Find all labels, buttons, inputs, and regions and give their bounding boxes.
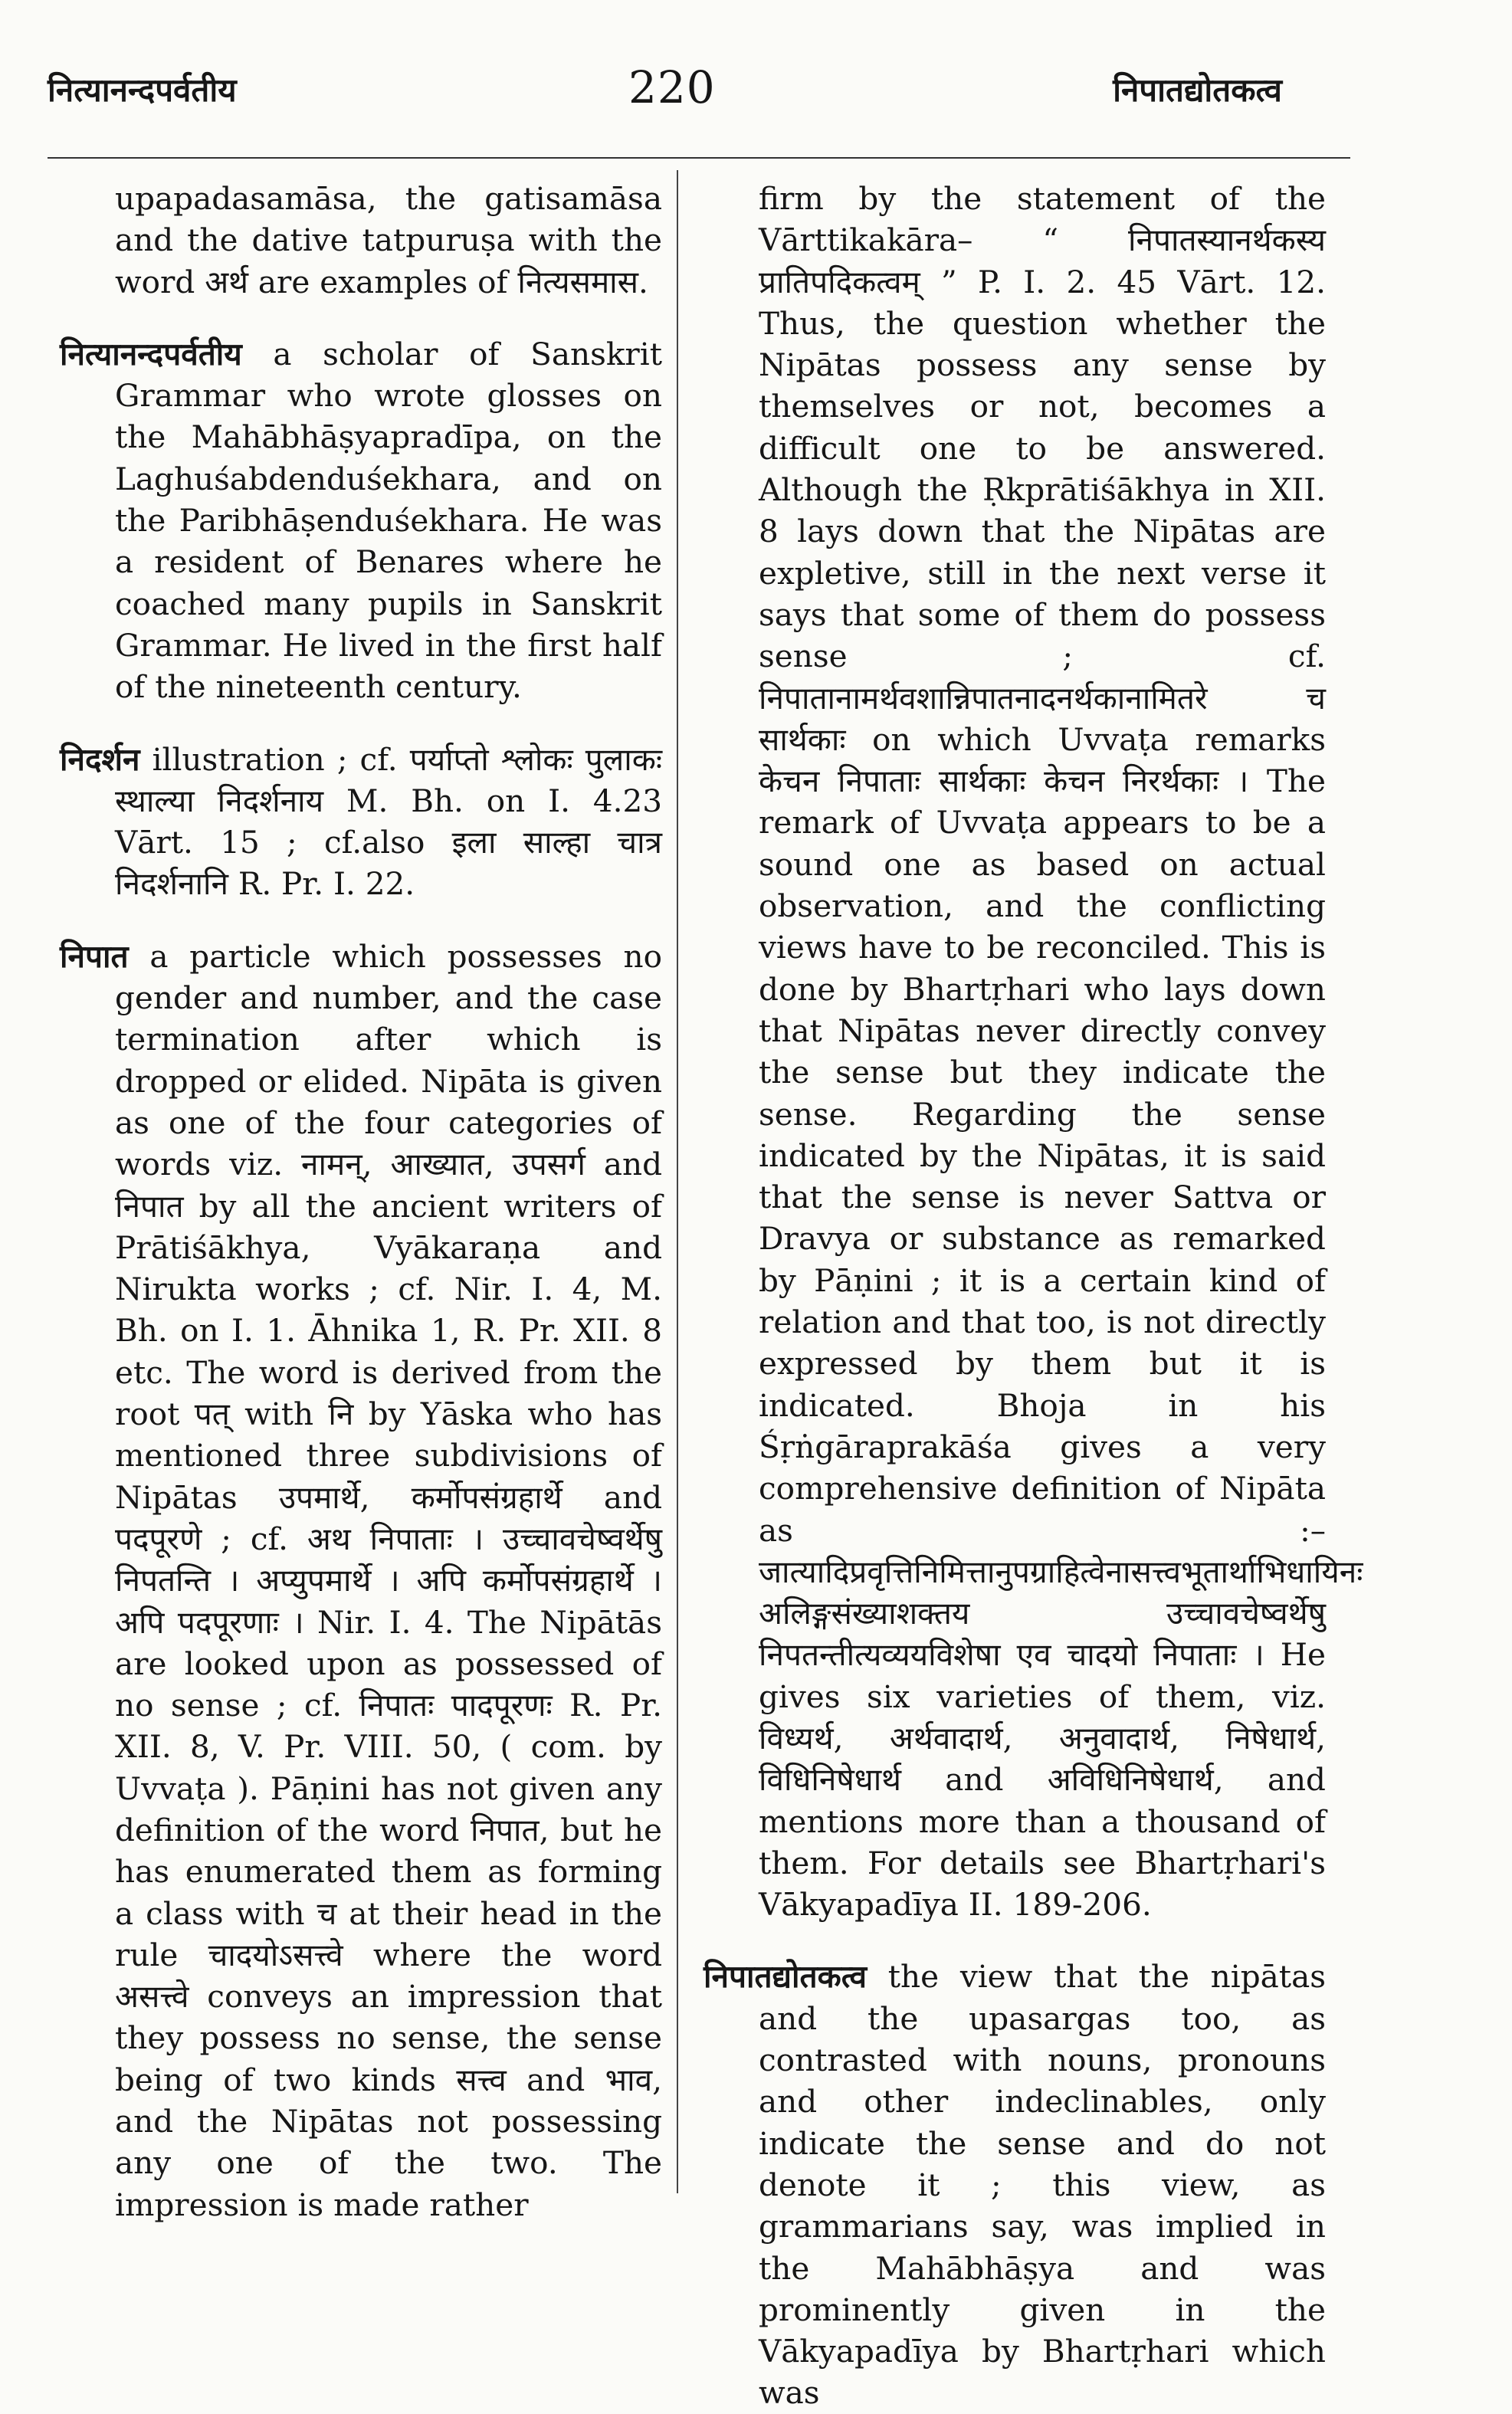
dictionary-entry xyxy=(60,936,662,2225)
dictionary-entry xyxy=(60,739,662,905)
entry-text: a scholar of Sanskrit Grammar who wrote glosses on the Mahābhāṣyapradīpa, on the Laghuśabdenduśekhara, and on the Paribhāṣenduśekhara. He was a resident of Benares where he coached many pupils in Sanskrit Grammar. He lived in the first half of the nineteenth century. xyxy=(115,335,663,706)
entry-headword: निपातद्योतकत्व xyxy=(704,1958,867,1996)
entry-headword: निपात xyxy=(60,937,129,975)
continuation-text: upapadasamāsa, the gatisamāsa and the dative tatpuruṣa with the word अर्थ are examples of नित्यसमास. xyxy=(115,180,662,300)
dictionary-entry xyxy=(704,1956,1326,2413)
page-number: 220 xyxy=(628,61,716,113)
entry-headword: निदर्शन xyxy=(60,740,140,778)
column-divider xyxy=(677,170,678,2193)
dictionary-entry xyxy=(60,333,662,708)
continuation-text: firm by the statement of the Vārttikakāra– “ निपातस्यानर्थकस्य प्रातिपदिकत्वम् ” P. I. 2. 45 Vārt. 12. Thus, the question whether the Nipātas possess any sense by themselves or not, becomes a difficult one to be answered. Although the Ṛkprātiśākhya in XII. 8 lays down that the Nipātas are expletive, still in the next verse it says that some of them do possess sense ; cf. निपातानामर्थवशान्निपातनादनर्थकानामितरे च सार्थकाः on which Uvvaṭa remarks केचन निपाताः सार्थकाः केचन निरर्थकाः । The remark of Uvvaṭa appears to be a sound one as based on actual observation, and the conflicting views have to be reconciled. This is done by Bhartṛhari who lays down that Nipātas never directly convey the sense but they indicate the sense. Regarding the sense indicated by the Nipātas, it is said that the sense is never Sattva or Dravya or substance as remarked by Pāṇini ; it is a certain kind of relation and that too, is not directly expressed by them but it is indicated. Bhoja in his Śṛṅgāraprakāśa gives a very comprehensive definition of Nipāta as :–जात्यादिप्रवृत्तिनिमित्तानुपग्राहित्वेनासत्त्वभूतार्थाभिधायिनः अलिङ्गसंख्याशक्तय उच्चावचेष्वर्थेषु निपतन्तीत्यव्ययविशेषा एव चादयो निपाताः । He gives six varieties of them, viz. विध्यर्थ, अर्थवादार्थ, अनुवादार्थ, निषेधार्थ, विधिनिषेधार्थ and अविधिनिषेधार्थ, and mentions more than a thousand of them. For details see Bhartṛhari's Vākyapadīya II. 189-206. xyxy=(759,180,1363,1924)
header-rule xyxy=(48,157,1350,159)
entry-text: a particle which possesses no gender and number, and the case termination after which is dropped or elided. Nipāta is given as one of the four categories of words viz. नामन्, आख्यात, उपसर्ग and निपात by all the ancient writers of Prātiśākhya, Vyākaraṇa and Nirukta works ; cf. Nir. I. 4, M. Bh. on I. 1. Āhnika 1, R. Pr. XII. 8 etc. The word is derived from the root पत् with नि by Yāska who has mentioned three subdivisions of Nipātas उपमार्थे, कर्मोपसंग्रहार्थे and पदपूरणे ; cf. अथ निपाताः । उच्चावचेष्वर्थेषु निपतन्ति । अप्युपमार्थे । अपि कर्मोपसंग्रहार्थे । अपि पदपूरणाः । Nir. I. 4. The Nipātās are looked upon as possessed of no sense ; cf. निपातः पादपूरणः R. Pr. XII. 8, V. Pr. VIII. 50, ( com. by Uvvaṭa ). Pāṇini has not given any definition of the word निपात, but he has enumerated them as forming a class with च at their head in the rule चादयोऽसत्त्वे where the word असत्त्वे conveys an impression that they possess no sense, the sense being of two kinds सत्त्व and भाव, and the Nipātas not possessing any one of the two. The impression is made rather xyxy=(115,937,662,2223)
header-left-keyword: नित्यानन्दपर्वतीय xyxy=(48,71,237,109)
entry-text: the view that the nipātas and the upasargas too, as contrasted with nouns, pronouns and other indeclinables, only indicate the sense and do not denote it ; this view, as grammarians say, was implied in the Mahābhāṣya and was prominently given in the Vākyapadīya by Bhartṛhari which was xyxy=(759,1958,1326,2412)
entry-text: illustration ; cf. पर्याप्तो श्लोकः पुलाकः स्थाल्या निदर्शनाय M. Bh. on I. 4.23 Vārt. 15 ; cf.also इला साल्हा चात्र निदर्शनानि R. Pr. I. 22. xyxy=(115,740,662,903)
header-right-keyword: निपातद्योतकत्व xyxy=(1113,71,1282,109)
left-column xyxy=(60,178,662,2225)
entry-headword: नित्यानन्दपर्वतीय xyxy=(60,335,242,372)
running-header xyxy=(0,61,1512,130)
right-column xyxy=(704,178,1363,2414)
